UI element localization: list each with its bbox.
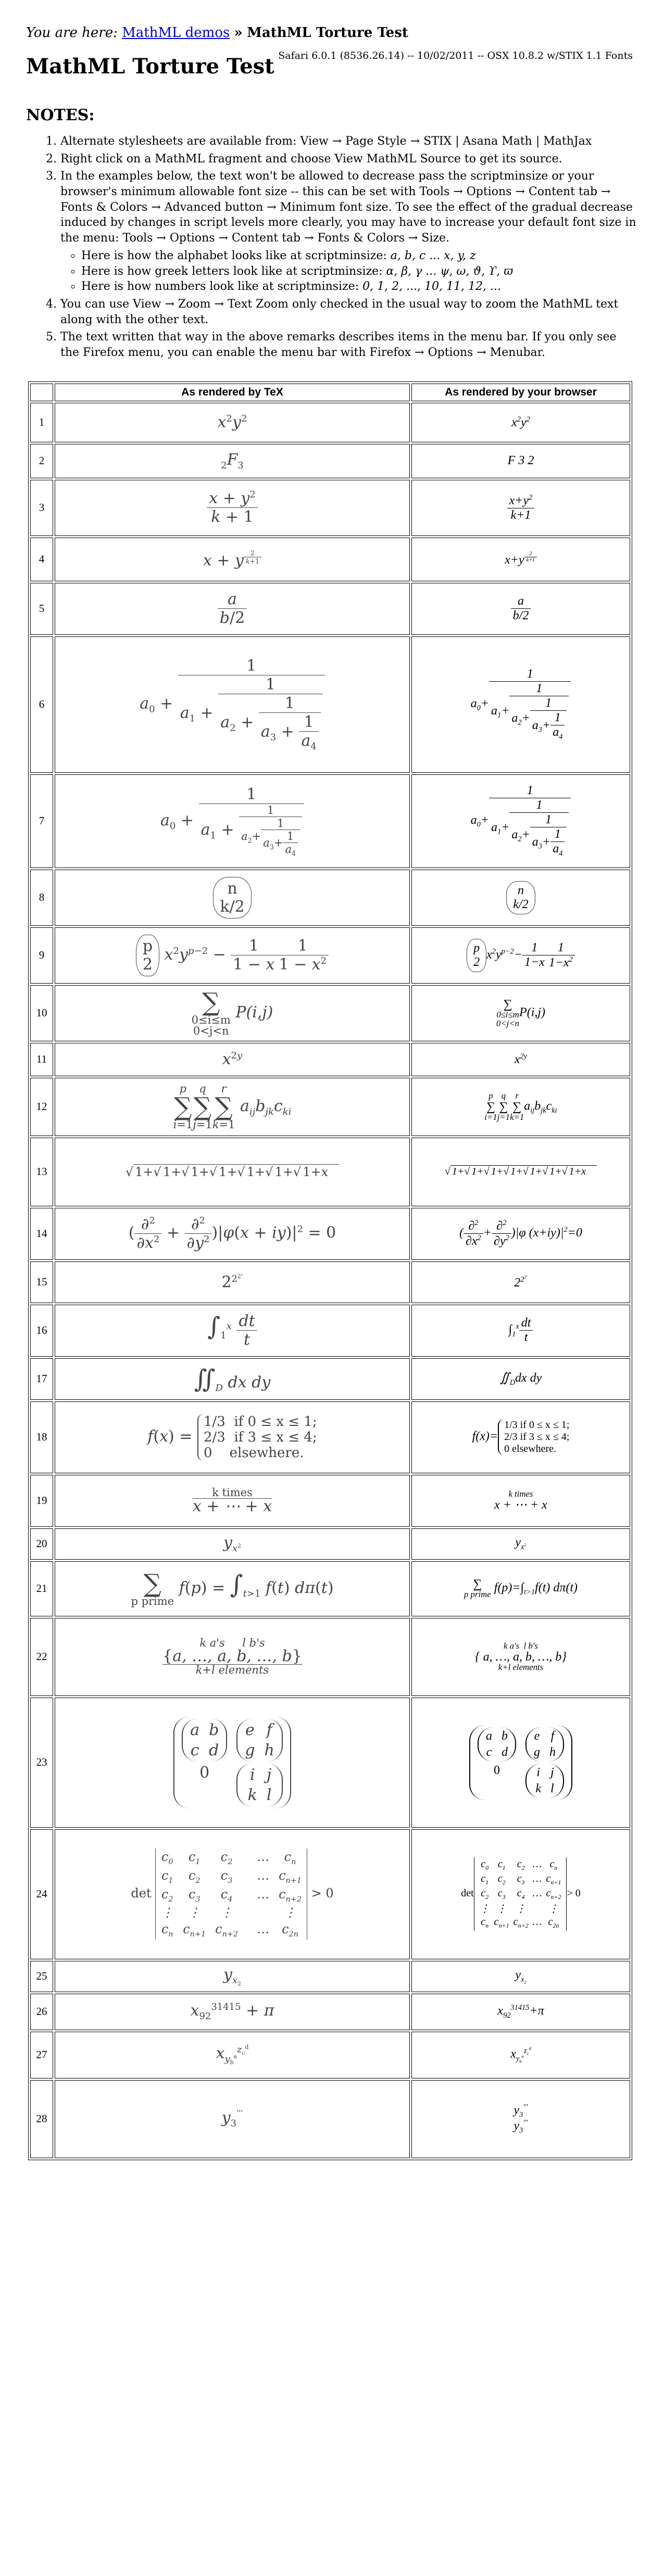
- browser-formula: $y_{x^2}$: [411, 1528, 630, 1560]
- binom-top: n: [227, 879, 237, 898]
- note-item: [60, 169, 638, 295]
- table-row: [30, 2080, 630, 2158]
- tex-formula: √ 1+√ 1+√ 1+√ 1+√ 1+√ 1+√ 1+x: [55, 1138, 410, 1206]
- table-header-row: [30, 384, 630, 401]
- row-number: 18: [30, 1401, 53, 1473]
- subnote-sample: α, β, γ ... ψ, ω, ϑ, ϒ, ϖ: [386, 264, 513, 278]
- table-row: [30, 1208, 630, 1260]
- det-label: det: [461, 1888, 474, 1899]
- tex-formula: $y_{x^2}$: [55, 1528, 410, 1560]
- browser-formula: $\frac{a}{b/2}$: [411, 583, 630, 635]
- subnote-item: [81, 248, 638, 264]
- table-row: [30, 1078, 630, 1136]
- page-title: MathML Torture Test: [26, 54, 274, 79]
- notes-list: [28, 134, 638, 361]
- browser-formula: $\int_1^x$ $\frac{dt}{t}$: [411, 1305, 630, 1357]
- browser-formula: [411, 870, 630, 926]
- table-row: [30, 774, 630, 868]
- browser-formula: p ∑ i=1 q ∑ j=1 r ∑ k=1 $a_{ij}b_{jk}c_{ki}$: [411, 1078, 630, 1136]
- browser-formula: $y_{x_2}$: [411, 1961, 630, 1992]
- col-tex-header: As rendered by TeX: [55, 384, 410, 401]
- brace-label: k+l elements: [498, 1662, 544, 1672]
- browser-formula: $y_3'''$ $y_3'''$: [411, 2080, 630, 2158]
- tex-formula: det $c_0$ $c_1$ $c_2$ … $c_n$ $c_1$ $c_2$ $c_3$ … $c_{n+1}$ $c_2$ $c_3$ $c_4$ … $c_{n+2}$ ⋮ ⋮ ⋮ ⋮ $c_n$ $c_{n+1}$ $c_{n+2}$ … $c_{2n}$ > 0: [55, 1829, 410, 1959]
- sum-limit: p prime: [131, 1595, 174, 1608]
- brace-label: l b's: [523, 1640, 538, 1651]
- table-row: [30, 444, 630, 478]
- table-row: [30, 1961, 630, 1992]
- case-value: 2/3: [203, 1429, 225, 1445]
- subnotes-list: [60, 248, 638, 295]
- tex-formula: $x_{92}^{31415} + \pi$: [55, 1994, 410, 2030]
- table-row: [30, 1305, 630, 1357]
- breadcrumb-link-mathml-demos[interactable]: MathML demos: [122, 25, 230, 41]
- overbrace-label: k times: [508, 1489, 533, 1499]
- binom-bottom: 2: [473, 955, 480, 969]
- row-number: 5: [30, 583, 53, 635]
- row-number: 19: [30, 1475, 53, 1527]
- breadcrumb-sep: »: [234, 25, 243, 41]
- tex-formula: ( $\frac{\partial^2}{\partial x^2}$ + $\frac{\partial^2}{\partial y^2}$ )$|\varphi(x + iy)|^2 = 0$: [55, 1208, 410, 1260]
- case-cond: if 3 ≤ x ≤ 4;: [234, 1429, 317, 1445]
- browser-formula: $x^2y^2$: [411, 403, 630, 442]
- note-item: 1. Alternate stylesheets are available from: View → Page Style → STIX | Asana Math | MathJax: [60, 134, 638, 149]
- case-value: 0: [203, 1445, 212, 1461]
- note-item: 2. Right click on a MathML fragment and choose View MathML Source to get its source.: [60, 151, 638, 167]
- tex-formula: ∑ 0≤i≤m 0<j<n P(i,j): [55, 985, 410, 1041]
- binom-top: n: [517, 883, 524, 897]
- browser-formula: $\frac{x+y^2}{k+1}$: [411, 480, 630, 536]
- browser-formula: ( $\frac{\partial^2}{\partial x^2}$ + $\frac{\partial^2}{\partial y^2}$ )|φ $(x+iy)|^2=0$: [411, 1208, 630, 1260]
- tex-formula: $\frac{x + y^2}{k + 1}$: [55, 480, 410, 536]
- browser-formula: $x_{92}^{31415}+\pi$: [411, 1994, 630, 2030]
- sum-limit: 0<j<n: [496, 1018, 520, 1028]
- binom-bottom: k/2: [220, 897, 245, 916]
- table-row: [30, 1043, 630, 1076]
- row-number: 10: [30, 985, 53, 1041]
- tex-formula: $2^{2^{2^x}}$: [55, 1261, 410, 1303]
- case-cond: if 3 ≤ x ≤ 4;: [520, 1431, 570, 1443]
- subnote-sample: a, b, c ... x, y, z: [390, 249, 476, 262]
- tex-formula: $∬_D$ dx dy: [55, 1358, 410, 1400]
- row-number: 2: [30, 444, 53, 478]
- tex-formula: $x_{y_b^a}^{z_c^d}$: [55, 2032, 410, 2078]
- subnote-item: [81, 279, 638, 295]
- tex-formula: ∑ p prime $f(p) = \int_{t>1}$ f(t) dπ(t): [55, 1561, 410, 1616]
- row-number: 3: [30, 480, 53, 536]
- brace-label: k a's: [199, 1637, 225, 1650]
- tex-formula: $a_0$ + 1 $a_1$ + 1 $a_2$ + 1 $a_3$ + $\frac{1}{a_4}$: [55, 636, 410, 773]
- brace-label: l b's: [242, 1637, 265, 1650]
- tex-formula: $x^{2y}$: [55, 1043, 410, 1076]
- row-number: 20: [30, 1528, 53, 1560]
- note-text: In the examples below, the text won't be allowed to decrease pass the scriptminsize or your browser's minimum allowable font size -- this can be set with Tools → Options → Content tab → Fonts & Colors → Advanced button → Minimum font size. To see the effect of the gradual decrease induced by changes in script levels more clearly, you may have to increase your default font size in the menu: Tools → Options → Content tab → Fonts & Colors → Size.: [60, 170, 636, 245]
- table-row: [30, 1829, 630, 1959]
- brace-label: k a's: [504, 1640, 520, 1651]
- overbrace-label: k times: [212, 1486, 253, 1499]
- tex-formula: $y_3'''$: [55, 2080, 410, 2158]
- row-number: 12: [30, 1078, 53, 1136]
- row-number: 4: [30, 538, 53, 581]
- tex-formula: p ∑ i=1 q ∑ j=1 r ∑ k=1 $a_{ij}b_{jk}c_{ki}$: [55, 1078, 410, 1136]
- binom-bottom: 2: [142, 955, 153, 974]
- det-relation: > 0: [567, 1888, 581, 1899]
- tex-formula: [55, 1475, 410, 1527]
- table-row: [30, 1358, 630, 1400]
- summand: P(i,j): [519, 1005, 546, 1019]
- table-row: [30, 1401, 630, 1473]
- sum-limit: 0<j<n: [193, 1024, 229, 1037]
- sum-limit: 0≤i≤m: [191, 1013, 231, 1026]
- browser-formula: $2^{2^{2^x}}$: [411, 1261, 630, 1303]
- row-number: 28: [30, 2080, 53, 2158]
- row-number: 15: [30, 1261, 53, 1303]
- row-number: 21: [30, 1561, 53, 1616]
- row-number: 25: [30, 1961, 53, 1992]
- row-number: 26: [30, 1994, 53, 2030]
- case-value: 2/3: [504, 1431, 518, 1443]
- browser-formula: ∑ p prime $f(p)=\int_{t>1}f(t)$ dπ(t): [411, 1561, 630, 1616]
- tex-formula: p 2 $x^2y^{p-2}$ − $\frac{1}{1 - x}$ $\frac{1}{1 - x^2}$: [55, 927, 410, 984]
- case-value: 0: [504, 1443, 510, 1455]
- note-item: 5. The text written that way in the above remarks describes items in the menu bar. If you only see the Firefox menu, you can enable the menu bar with Firefox → Options → Menubar.: [60, 329, 638, 360]
- browser-formula: F 3 2: [411, 444, 630, 478]
- browser-formula: $x_{y_b^a}^{z_c^d}$: [411, 2032, 630, 2078]
- row-number: 23: [30, 1698, 53, 1828]
- table-row: [30, 927, 630, 984]
- browser-formula: $a_0+$ 1 $a_1+$ 1 $a_2+$ 1 $a_3+$ $\frac{1}{a_4}$: [411, 774, 630, 868]
- row-number: 9: [30, 927, 53, 984]
- table-row: [30, 538, 630, 581]
- brace-label: k+l elements: [195, 1664, 269, 1677]
- table-row: [30, 403, 630, 442]
- case-cond: elsewhere.: [512, 1443, 557, 1455]
- tex-formula: x + y $^{\frac{2}{k+1}}$: [55, 538, 410, 581]
- base: x: [222, 1050, 231, 1069]
- base: x: [514, 1052, 520, 1066]
- row-number: 7: [30, 774, 53, 868]
- browser-formula: f(x)= 1/3 if 0 ≤ x ≤ 1; 2/3 if 3 ≤ x ≤ 4; 0 elsewhere.: [411, 1401, 630, 1473]
- notes-heading: NOTES:: [26, 106, 95, 124]
- row-number: 24: [30, 1829, 53, 1959]
- overbrace-body: x + ⋯ + x: [494, 1498, 547, 1512]
- browser-formula: k a's l b's { a, …, a, b, …, b} k+l elements: [411, 1618, 630, 1696]
- tex-formula: $a_0$ + 1 $a_1$ + 1 $a_2+$ 1 $a_3+$ $\frac{1}{a_4}$: [55, 774, 410, 868]
- tex-formula: $x^2y^2$: [55, 403, 410, 442]
- table-row: [30, 1994, 630, 2030]
- subnote-label: Here is how greek letters look like at scriptminsize:: [81, 264, 383, 278]
- row-number: 22: [30, 1618, 53, 1696]
- table-row: [30, 1138, 630, 1206]
- table-row: [30, 2032, 630, 2078]
- tex-formula: $\int_1^x$ $\frac{dt}{t}$: [55, 1305, 410, 1357]
- row-number: 1: [30, 403, 53, 442]
- binom-top: p: [142, 937, 153, 955]
- binom-bottom: k/2: [513, 897, 529, 911]
- case-value: 1/3: [203, 1413, 225, 1430]
- table-row: [30, 1261, 630, 1303]
- browser-formula: $x^{2y}$: [411, 1043, 630, 1076]
- browser-formula: a b c d e f g h 0 i j k l: [411, 1698, 630, 1828]
- table-row: [30, 1561, 630, 1616]
- table-row: [30, 1698, 630, 1828]
- browser-formula: $a_0+$ 1 $a_1+$ 1 $a_2+$ 1 $a_3+$ $\frac{1}{a_4}$: [411, 636, 630, 773]
- brace-body: a, …, a, b, …, b: [172, 1647, 292, 1666]
- tex-formula: $y_{x_2}$: [55, 1961, 410, 1992]
- row-number: 14: [30, 1208, 53, 1260]
- case-cond: if 0 ≤ x ≤ 1;: [520, 1419, 570, 1431]
- binom-top: p: [473, 941, 480, 955]
- subnote-sample: 0, 1, 2, ..., 10, 11, 12, ...: [362, 280, 501, 294]
- subnote-label: Here is how the alphabet looks like at scriptminsize:: [81, 249, 387, 262]
- note-item: 4. You can use View → Zoom → Text Zoom only checked in the usual way to zoom the MathML text along with the other text.: [60, 297, 638, 327]
- row-number: 17: [30, 1358, 53, 1400]
- browser-formula: x+y $^{\frac{2}{k+1}}$: [411, 538, 630, 581]
- row-number: 27: [30, 2032, 53, 2078]
- tex-formula: a b c d e f g h 0 i j k l: [55, 1698, 410, 1828]
- breadcrumb-current: MathML Torture Test: [247, 25, 408, 41]
- torture-table: [28, 381, 632, 2160]
- browser-formula: [411, 1475, 630, 1527]
- sum-limit: p prime: [463, 1589, 491, 1600]
- row-number: 11: [30, 1043, 53, 1076]
- det-relation: > 0: [311, 1886, 334, 1901]
- row-number: 6: [30, 636, 53, 773]
- row-number: 8: [30, 870, 53, 926]
- sum-limit: 0≤i≤m: [496, 1009, 519, 1019]
- table-row: [30, 583, 630, 635]
- browser-formula: ∑ 0≤i≤m 0<j<n P(i,j): [411, 985, 630, 1041]
- overbrace-body: x + ⋯ + x: [192, 1497, 272, 1515]
- table-row: [30, 1618, 630, 1696]
- browser-formula: det $c_0$ $c_1$ $c_2$ … $c_n$ $c_1$ $c_2$ $c_3$ … $c_{n+1}$ $c_2$ $c_3$ $c_4$ … $c_{n+2}$ ⋮ ⋮ ⋮ ⋮ $c_n$ $c_{n+1}$ $c_{n+2}$ … $c_{2n}$ > 0: [411, 1829, 630, 1959]
- col-browser-header: As rendered by your browser: [411, 384, 630, 401]
- case-cond: elsewhere.: [229, 1445, 304, 1461]
- subnote-label: Here is how numbers look like at scriptminsize:: [81, 280, 359, 294]
- brace-body: a, …, a, b, …, b: [483, 1650, 562, 1664]
- det-label: det: [131, 1886, 152, 1901]
- tex-formula: [55, 870, 410, 926]
- summand: P(i,j): [235, 1003, 273, 1022]
- tex-formula: k a's l b's {a, …, a, b, …, b} k+l elements: [55, 1618, 410, 1696]
- table-row: [30, 636, 630, 773]
- case-cond: if 0 ≤ x ≤ 1;: [234, 1413, 317, 1430]
- tex-formula: $_2F_3$: [55, 444, 410, 478]
- row-number: 16: [30, 1305, 53, 1357]
- browser-formula: $∬_Ddx$ dy: [411, 1358, 630, 1400]
- table-row: [30, 1528, 630, 1560]
- browser-stamp: Safari 6.0.1 (8536.26.14) -- 10/02/2011 -- OSX 10.8.2 w/STIX 1.1 Fonts: [278, 50, 633, 61]
- table-row: [30, 480, 630, 536]
- tex-formula: $\frac{a}{b/2}$: [55, 583, 410, 635]
- tex-formula: f(x) = 1/3 if 0 ≤ x ≤ 1; 2/3 if 3 ≤ x ≤ 4; 0 elsewhere.: [55, 1401, 410, 1473]
- row-number: 13: [30, 1138, 53, 1206]
- table-row: [30, 870, 630, 926]
- subnote-item: [81, 264, 638, 279]
- table-row: [30, 985, 630, 1041]
- breadcrumb-prefix: You are here:: [26, 25, 118, 41]
- col-num-header: [30, 384, 53, 401]
- breadcrumb: [26, 25, 638, 41]
- case-value: 1/3: [504, 1419, 518, 1431]
- browser-formula: p 2 $x^2y^{p-2}-$ $\frac{1}{1-x}$ $\frac{1}{1-x^2}$: [411, 927, 630, 984]
- table-row: [30, 1475, 630, 1527]
- browser-formula: √ 1+√ 1+√ 1+√ 1+√ 1+√ 1+√ 1+x: [411, 1138, 630, 1206]
